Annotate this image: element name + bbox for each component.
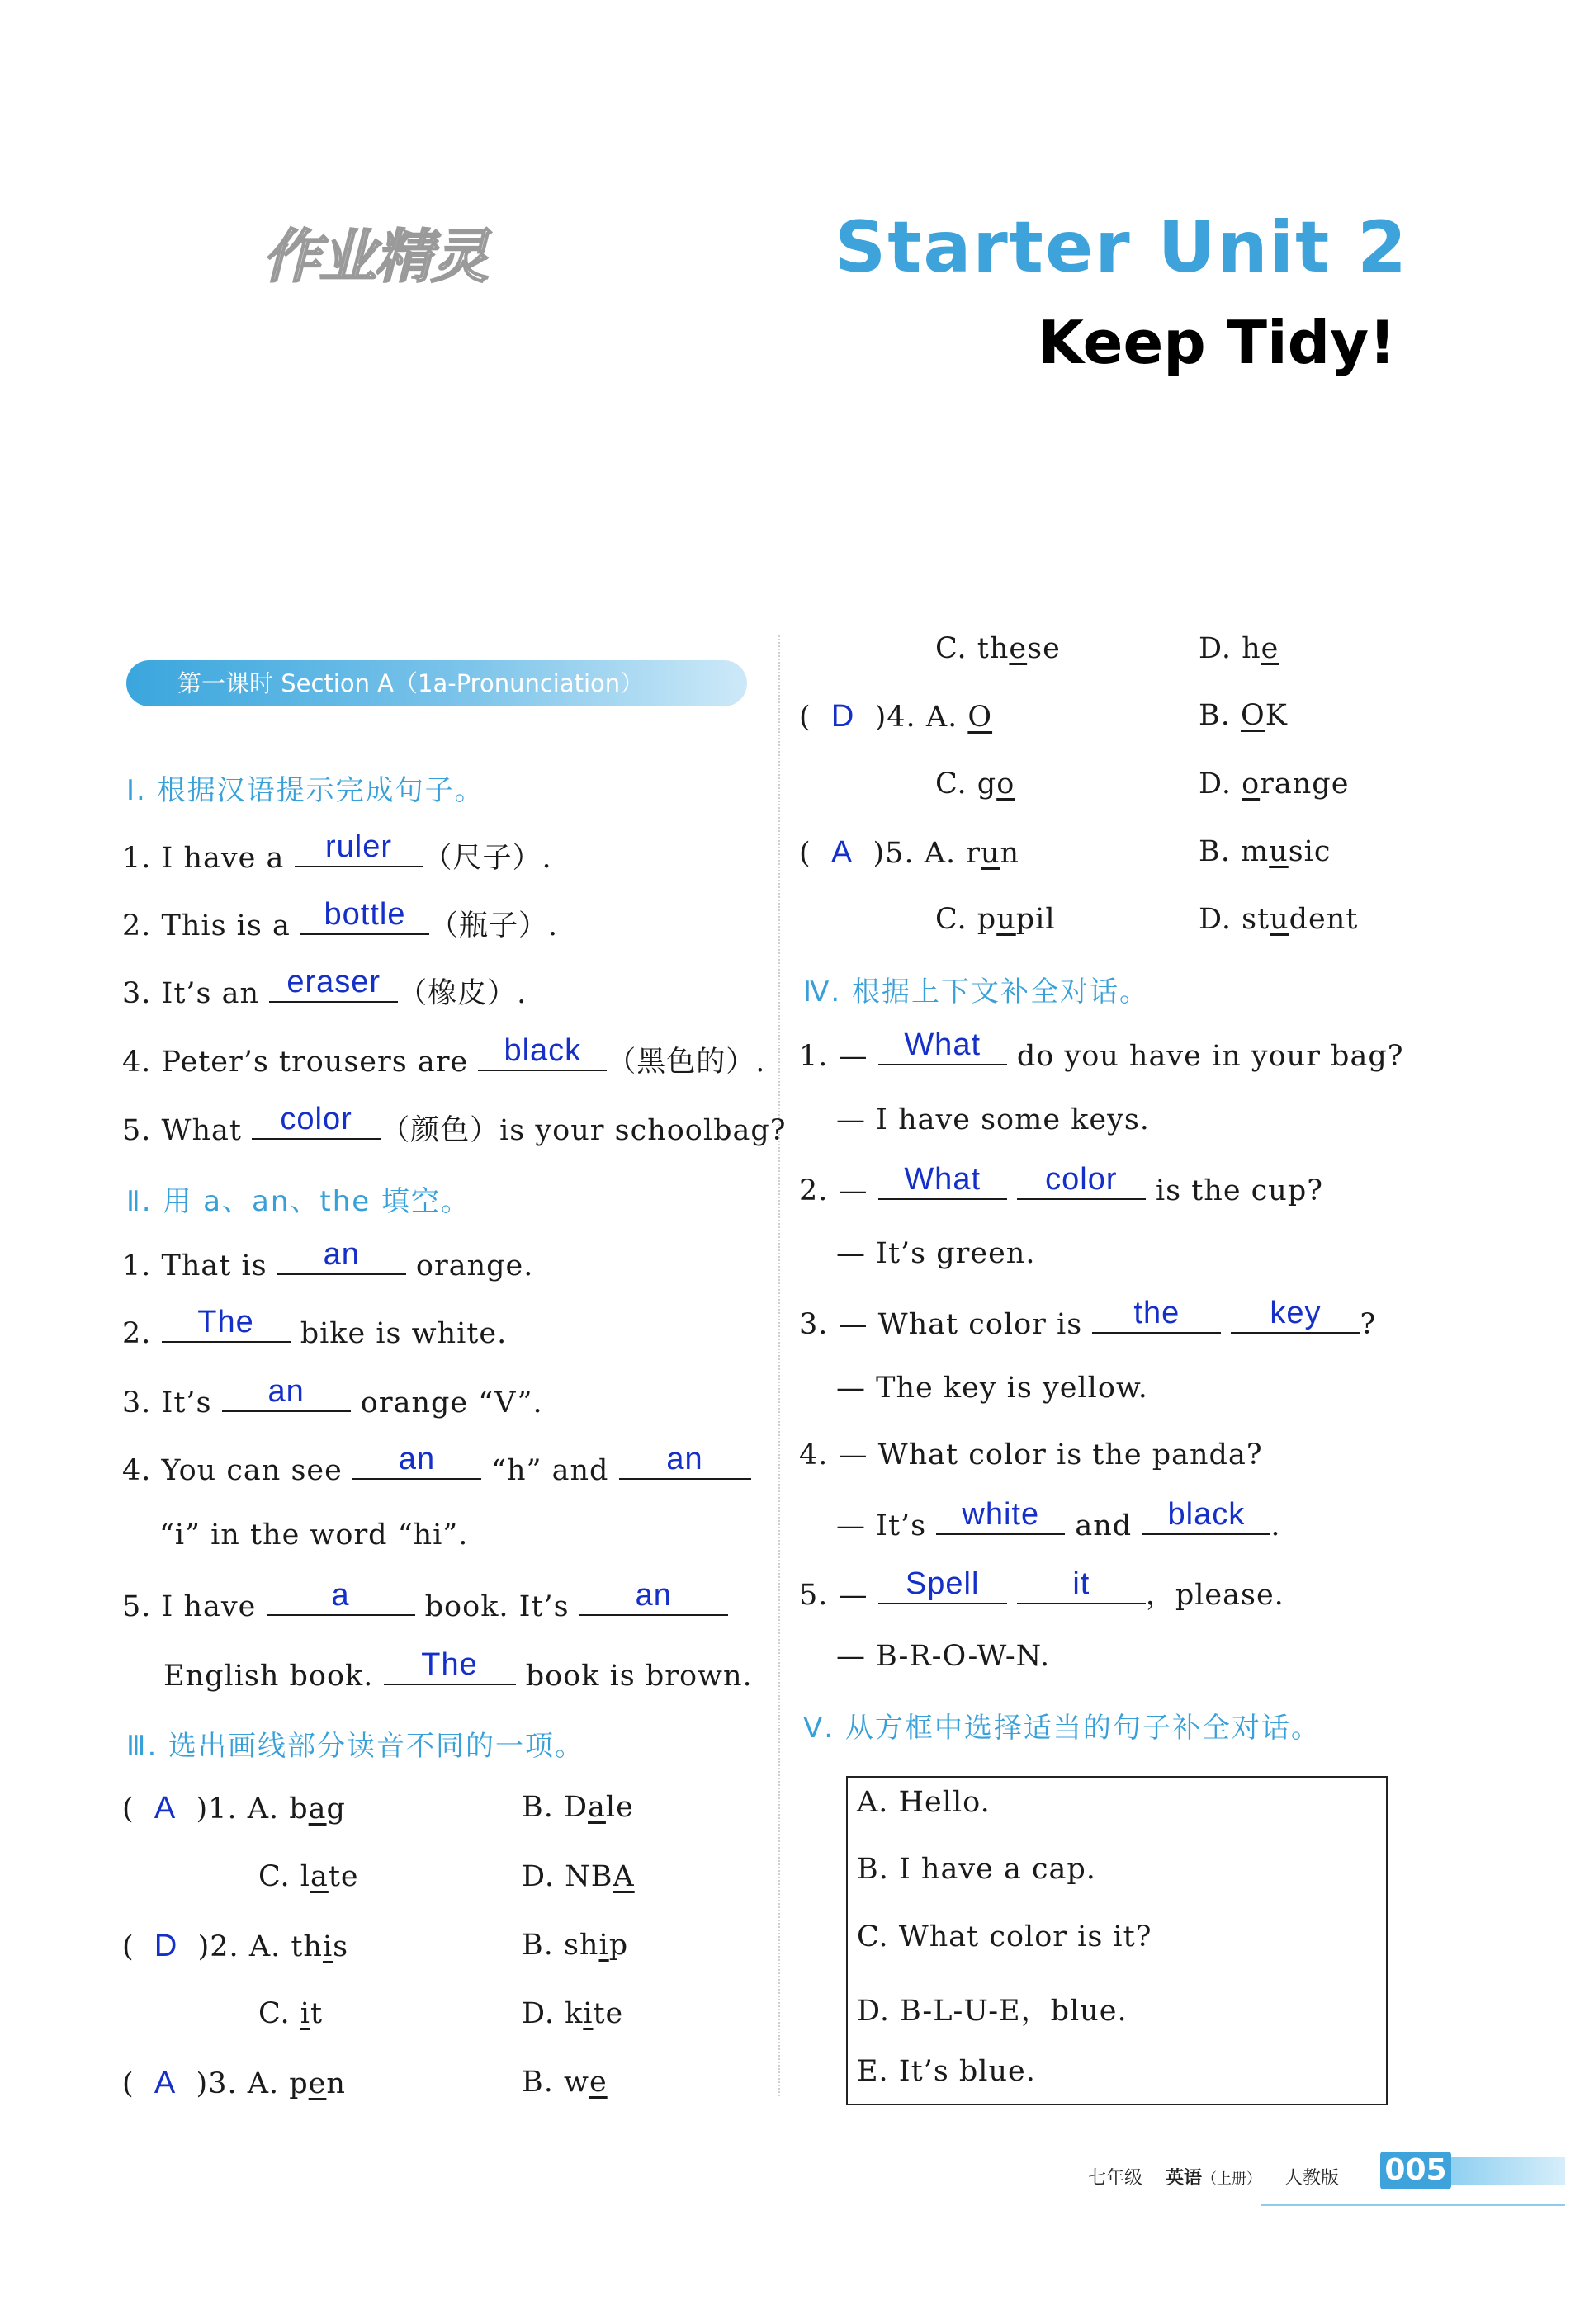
s3-q4-c: C. go — [935, 768, 1015, 801]
option-a: A. Hello. — [857, 1786, 991, 1819]
s3-q2-d: D. kite — [522, 1997, 624, 2030]
s2-answer-4b: an — [666, 1442, 703, 1476]
s3-q5: ( A )5. A. run — [799, 835, 1020, 870]
s2-item-4: 4. You can see an “h” and an — [122, 1450, 751, 1487]
s1-answer-3: eraser — [286, 965, 381, 999]
s4-d4-reply: — It’s white and black . — [836, 1497, 1281, 1542]
s3-q3-d: D. he — [1199, 632, 1279, 665]
s1-item-2: 2. This is a bottle （瓶子）. — [122, 897, 559, 942]
s4-answer-2b: color — [1045, 1162, 1118, 1197]
footer-line — [1261, 2204, 1565, 2206]
footer-grade: 七年级 — [1088, 2168, 1143, 2189]
s2-item-3: 3. It’s an orange “V”. — [122, 1374, 543, 1419]
s1-item-1: 1. I have a ruler （尺子）. — [122, 829, 552, 875]
s3-q3-b: B. we — [522, 2066, 608, 2099]
s4-answer-3b: key — [1270, 1296, 1322, 1330]
s3-q1: ( A )1. A. bag — [122, 1791, 346, 1826]
s2-item-2: 2. The bike is white. — [122, 1305, 508, 1350]
s2-answer-5c: The — [421, 1647, 478, 1682]
s2-answer-5a: a — [331, 1578, 350, 1613]
option-c: C. What color is it? — [857, 1920, 1152, 1953]
option-d: D. B-L-U-E，blue. — [857, 1995, 1128, 2028]
s3-q2-b: B. ship — [522, 1929, 629, 1962]
page-number: 005 — [1380, 2152, 1451, 2189]
unit-subtitle: Keep Tidy! — [1038, 308, 1396, 377]
s4-d1: 1. — What do you have in your bag? — [799, 1027, 1404, 1073]
s3-q4-b: B. OK — [1199, 699, 1288, 732]
s3-q4: ( D )4. A. O — [799, 699, 993, 734]
s2-answer-5b: an — [635, 1578, 672, 1613]
s3-answer-2: D — [154, 1929, 178, 1963]
s3-q4-d: D. orange — [1199, 768, 1350, 801]
section-3-heading: Ⅲ. 选出画线部分读音不同的一项。 — [126, 1730, 585, 1763]
lesson-banner — [126, 660, 747, 706]
s3-q1-b: B. Dale — [522, 1791, 634, 1824]
footer-info — [1088, 2164, 1339, 2189]
s4-answer-4a: white — [962, 1497, 1040, 1532]
section-4-heading: Ⅳ. 根据上下文补全对话。 — [803, 975, 1149, 1008]
s1-answer-4: black — [504, 1033, 582, 1068]
s4-answer-4b: black — [1167, 1497, 1246, 1532]
s2-item-4-cont: “i” in the word “hi”. — [159, 1519, 469, 1552]
s3-q5-b: B. music — [1199, 835, 1331, 868]
s3-answer-1: A — [154, 1791, 177, 1826]
s4-d1-reply: — I have some keys. — [836, 1103, 1150, 1136]
lesson-banner-label: 第一课时 Section A（1a-Pronunciation） — [177, 669, 645, 697]
s4-d3: 3. — What color is the key ? — [799, 1296, 1377, 1341]
section-1-heading: Ⅰ. 根据汉语提示完成句子。 — [126, 774, 485, 807]
section-2-heading: Ⅱ. 用 a、an、the 填空。 — [126, 1185, 471, 1218]
s2-answer-2: The — [197, 1305, 254, 1339]
s2-item-5: 5. I have a book. It’s an — [122, 1586, 728, 1623]
s3-q1-c: C. late — [258, 1860, 359, 1893]
s4-answer-5b: it — [1072, 1566, 1090, 1601]
s1-answer-2: bottle — [324, 897, 406, 932]
watermark-logo: 作业精灵 — [263, 223, 487, 290]
s1-item-3: 3. It’s an eraser （橡皮）. — [122, 965, 527, 1010]
option-b: B. I have a cap. — [857, 1853, 1096, 1886]
footer-volume: （上册） — [1202, 2170, 1262, 2188]
s3-q5-d: D. student — [1199, 903, 1359, 936]
footer-bar — [1451, 2157, 1565, 2185]
s3-q3: ( A )3. A. pen — [122, 2066, 346, 2100]
s2-item-5-cont: English book. The book is brown. — [163, 1647, 753, 1693]
footer-subject: 英语 — [1166, 2168, 1203, 2189]
s1-answer-1: ruler — [324, 829, 393, 864]
s3-answer-3: A — [154, 2066, 177, 2100]
s1-item-5: 5. What color （颜色）is your schoolbag? — [122, 1102, 787, 1147]
s2-answer-1: an — [323, 1237, 360, 1272]
s4-d3-reply: — The key is yellow. — [836, 1372, 1148, 1405]
s1-answer-5: color — [280, 1102, 352, 1136]
s3-q3-c: C. these — [935, 632, 1061, 665]
s3-q2-c: C. it — [258, 1997, 324, 2030]
s1-item-4: 4. Peter’s trousers are black （黑色的）. — [122, 1033, 766, 1079]
s4-d2-reply: — It’s green. — [836, 1237, 1036, 1270]
s4-answer-1: What — [904, 1027, 981, 1062]
column-divider — [778, 635, 780, 2096]
s4-d2: 2. — What color is the cup? — [799, 1162, 1323, 1207]
footer-edition: 人教版 — [1284, 2168, 1340, 2189]
s4-d5: 5. — Spell it ，please. — [799, 1566, 1284, 1612]
s3-q1-d: D. NBA — [522, 1860, 635, 1893]
s4-d4: 4. — What color is the panda? — [799, 1438, 1263, 1471]
s3-q2: ( D )2. A. this — [122, 1929, 349, 1963]
s3-answer-4: D — [830, 699, 855, 734]
s4-d5-reply: — B-R-O-W-N. — [836, 1640, 1051, 1673]
s4-answer-3a: the — [1133, 1296, 1180, 1330]
s3-q5-c: C. pupil — [935, 903, 1056, 936]
s3-answer-5: A — [830, 835, 854, 870]
option-e: E. It’s blue. — [857, 2055, 1036, 2088]
s4-answer-2a: What — [904, 1162, 981, 1197]
s4-answer-5a: Spell — [905, 1566, 980, 1601]
unit-title: Starter Unit 2 — [835, 206, 1408, 289]
s2-answer-4a: an — [398, 1442, 436, 1476]
s2-item-1: 1. That is an orange. — [122, 1237, 534, 1282]
section-5-heading: Ⅴ. 从方框中选择适当的句子补全对话。 — [803, 1712, 1321, 1745]
s2-answer-3: an — [267, 1374, 305, 1409]
